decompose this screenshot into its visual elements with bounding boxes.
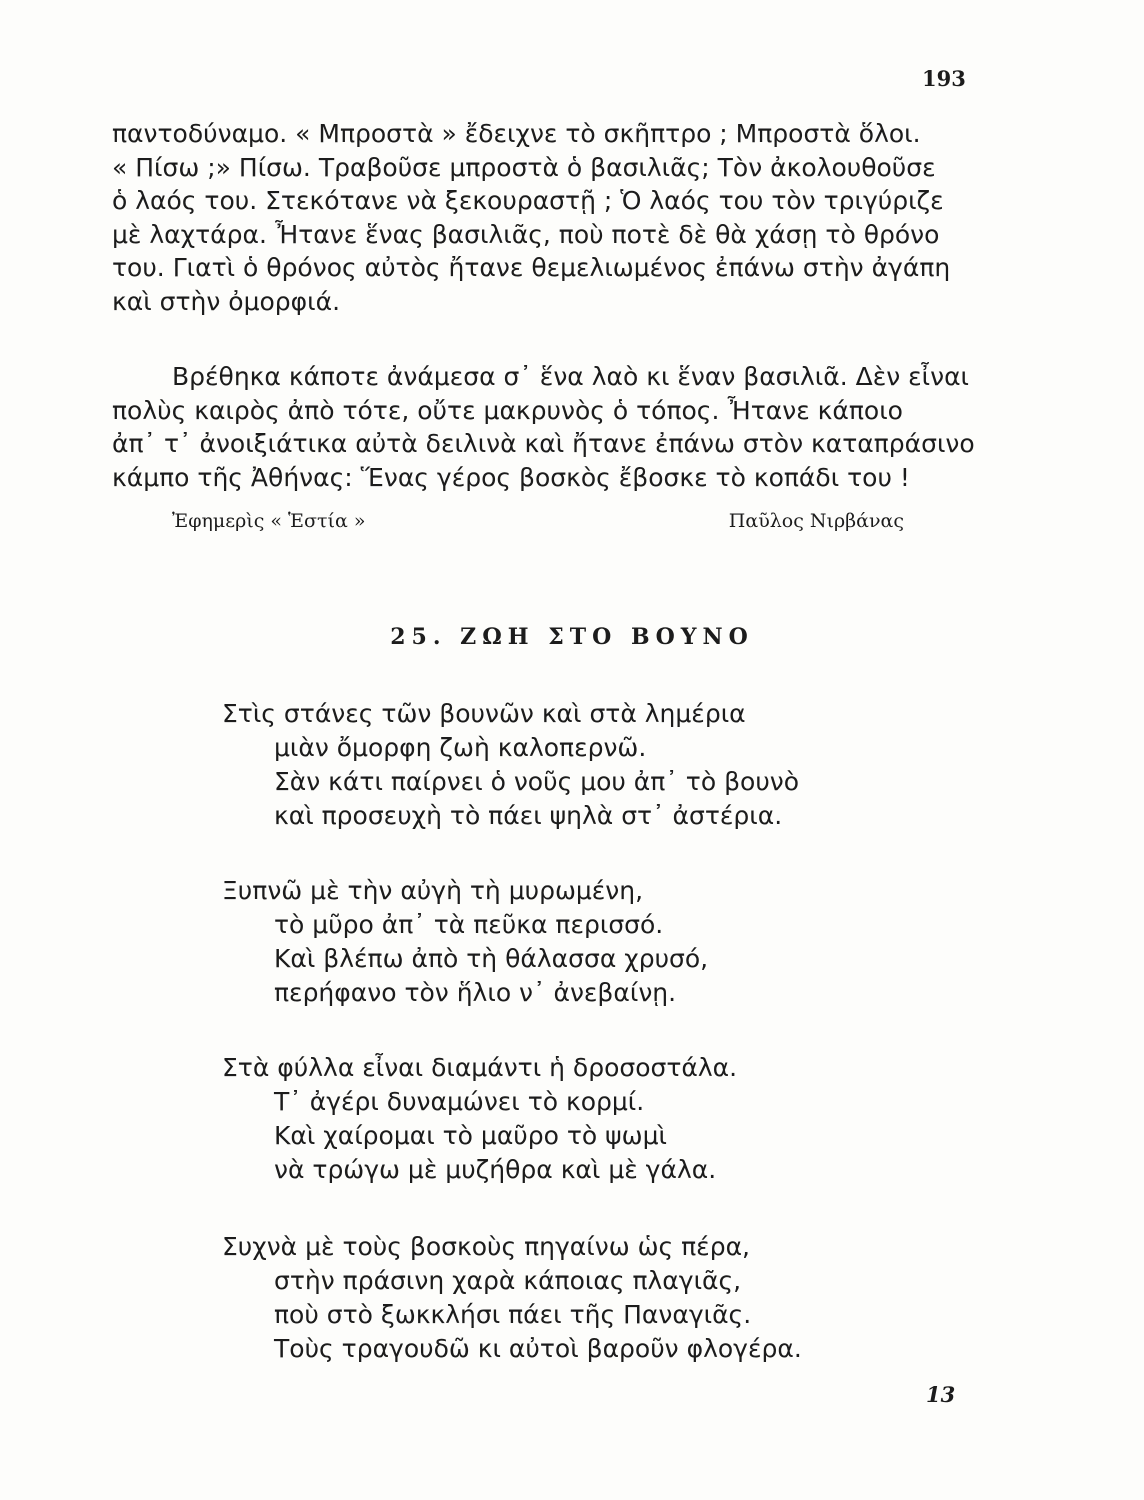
verse-line: Τοὺς τραγουδῶ κι αὐτοὶ βαροῦν φλογέρα. [274,1334,802,1363]
text-line: μὲ λαχτάρα. Ἦτανε ἕνας βασιλιᾶς, ποὺ ποτὲ δὲ θὰ χάσῃ τὸ θρόνο [112,219,940,249]
verse-line: Στὰ φύλλα εἶναι διαμάντι ἡ δροσοστάλα. [222,1053,738,1082]
verse-line: Συχνὰ μὲ τοὺς βοσκοὺς πηγαίνω ὡς πέρα, [222,1232,750,1261]
author-name: Παῦλος Νιρβάνας [728,510,904,532]
poem-stanza-1 [222,697,922,833]
verse-line: τὸ μῦρο ἀπ᾽ τὰ πεῦκα περισσό. [274,910,664,939]
verse-line: Σὰν κάτι παίρνει ὁ νοῦς μου ἀπ᾽ τὸ βουνὸ [274,767,800,796]
poem-stanza-2 [222,874,922,1010]
text-line: παντοδύναμο. « Μπροστὰ » ἔδειχνε τὸ σκῆπτρο ; Μπροστὰ ὅλοι. [112,119,921,148]
text-line: ἀπ᾽ τ᾽ ἀνοιξιάτικα αὐτὰ δειλινὰ καὶ ἤτανε ἐπάνω στὸν καταπράσινο [112,429,975,458]
verse-line: νὰ τρώγω μὲ μυζήθρα καὶ μὲ γάλα. [274,1155,717,1184]
page-number: 193 [922,66,966,91]
verse-line: μιὰν ὄμορφη ζωὴ καλοπερνῶ. [274,733,647,762]
verse-line: περήφανο τὸν ἥλιο ν᾽ ἀνεβαίνῃ. [274,978,677,1007]
poem-title: 25. ΖΩΗ ΣΤΟ ΒΟΥΝΟ [390,624,754,650]
prose-paragraph-2 [112,360,975,494]
verse-line: καὶ προσευχὴ τὸ πάει ψηλὰ στ᾽ ἀστέρια. [274,801,783,830]
publication-name: Ἐφημερὶς « Ἑστία » [172,510,366,532]
signature-mark: 13 [926,1382,956,1407]
text-line: καὶ στὴν ὀμορφιά. [112,286,341,316]
verse-line: Ξυπνῶ μὲ τὴν αὐγὴ τὴ μυρωμένη, [222,876,644,905]
source-attribution [172,510,904,532]
text-line: του. Γιατὶ ὁ θρόνος αὐτὸς ἤτανε θεμελιωμένος ἐπάνω στὴν ἀγάπη [112,253,951,282]
verse-line: ποὺ στὸ ξωκκλήσι πάει τῆς Παναγιᾶς. [274,1300,752,1329]
text-line: πολὺς καιρὸς ἀπὸ τότε, οὔτε μακρυνὸς ὁ τόπος. Ἦτανε κάποιο [112,395,903,425]
verse-line: στὴν πράσινη χαρὰ κάποιας πλαγιᾶς, [274,1266,742,1295]
text-line: κάμπο τῆς Ἀθήνας: Ἕνας γέρος βοσκὸς ἔβοσκε τὸ κοπάδι του ! [112,462,910,492]
verse-line: Στὶς στάνες τῶν βουνῶν καὶ στὰ λημέρια [222,699,746,728]
text-line: « Πίσω ;» Πίσω. Τραβοῦσε μπροστὰ ὁ βασιλιᾶς; Τὸν ἀκολουθοῦσε [112,152,936,182]
text-line: ὁ λαός του. Στεκότανε νὰ ξεκουραστῇ ; Ὁ λαός του τὸν τριγύριζε [112,186,944,215]
poem-stanza-4 [222,1230,922,1366]
verse-line: Τ᾽ ἀγέρι δυναμώνει τὸ κορμί. [274,1087,645,1116]
prose-paragraph-1 [112,117,960,318]
verse-line: Καὶ χαίρομαι τὸ μαῦρο τὸ ψωμὶ [274,1121,667,1150]
poem-stanza-3 [222,1051,922,1187]
verse-line: Καὶ βλέπω ἀπὸ τὴ θάλασσα χρυσό, [274,944,709,973]
text-line: Βρέθηκα κάποτε ἀνάμεσα σ᾽ ἕνα λαὸ κι ἕναν βασιλιᾶ. Δὲν εἶναι [172,362,970,391]
